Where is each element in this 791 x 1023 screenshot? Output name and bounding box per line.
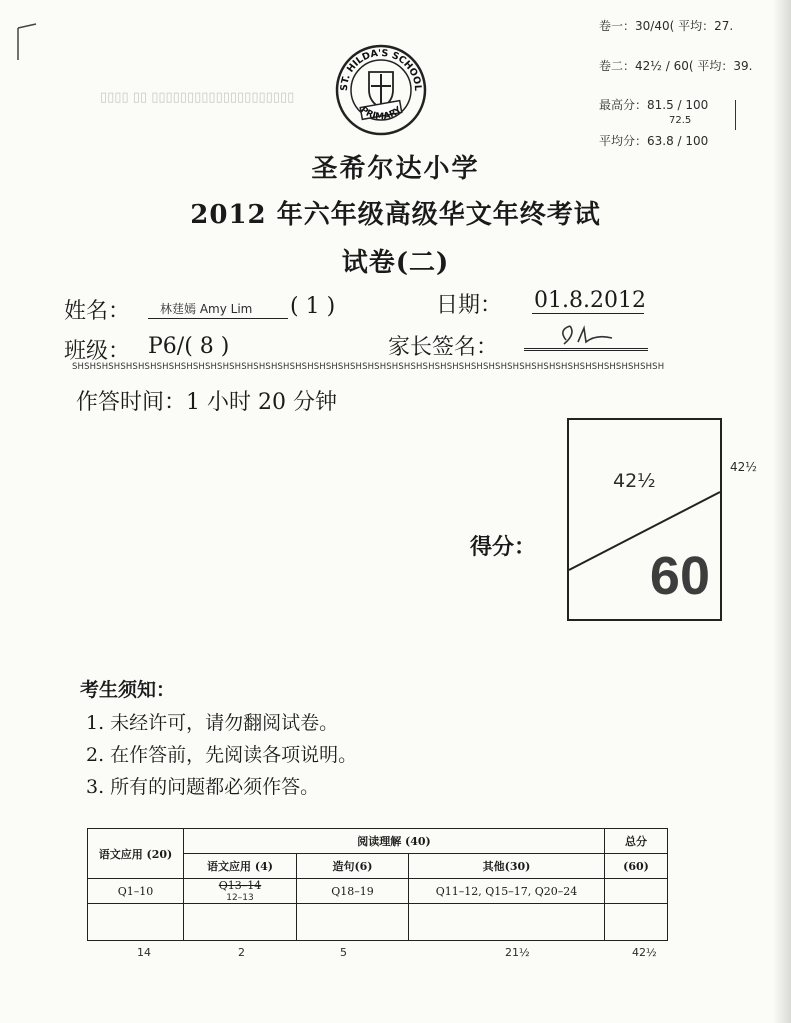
exam-title: 2012 年六年级高级华文年终考试 — [190, 200, 601, 230]
summary-average: 平均分：63.8 / 100 — [599, 134, 709, 148]
mark-other: 21½ — [505, 946, 530, 959]
scan-edge — [773, 0, 791, 1023]
class-value: P6/( 8 ) — [148, 334, 230, 359]
mark-yuwen: 14 — [137, 946, 151, 959]
score-total: 60 — [649, 546, 710, 606]
name-value: 林莛嫣 Amy Lim — [160, 302, 253, 316]
parent-signature-label: 家长签名： — [388, 335, 499, 360]
cell-q4: Q11–12, Q15–17, Q20–24 — [409, 879, 605, 904]
parent-signature-icon — [556, 320, 626, 350]
crest-bottom-text: PRIMARY — [358, 105, 404, 123]
mark-total: 42½ — [632, 946, 657, 959]
class-label: 班级： — [64, 339, 131, 364]
cell-q2-printed: Q13–14 — [218, 878, 262, 892]
sh-separator: SHSHSHSHSHSHSHSHSHSHSHSHSHSHSHSHSHSHSHSHSHSHSHSHSHSHSHSHSHSHSHSHSHSHSHSHSHSHSHSHSHSHSHSHSHSHSHSHSH — [72, 362, 665, 372]
pencil-mark-icon — [12, 22, 42, 62]
score-table — [87, 828, 668, 941]
notice-title: 考生须知： — [80, 679, 176, 701]
notice-item: 3. 所有的问题都必须作答。 — [86, 776, 320, 798]
header-sub-other: 其他(30) — [409, 854, 605, 879]
school-name: 圣希尔达小学 — [311, 154, 480, 184]
crest-top-text: ST. HILDA'S SCHOOL — [338, 47, 424, 92]
notice-item: 2. 在作答前，先阅读各项说明。 — [86, 744, 358, 766]
paper-title: 试卷(二) — [341, 248, 450, 278]
header-total: 总分 — [605, 829, 668, 854]
summary-paper2: 卷二：42½ / 60( 平均：39. — [599, 59, 753, 73]
score-box — [567, 418, 722, 621]
name-label: 姓名： — [64, 299, 131, 324]
index-number: ( 1 ) — [290, 294, 336, 319]
time-allowed: 作答时间：1 小时 20 分钟 — [76, 390, 337, 415]
summary-highest: 最高分：81.5 / 100 — [599, 98, 709, 112]
cell-q2-handwritten: 12–13 — [226, 892, 254, 903]
summary-paper1: 卷一：30/40( 平均：27. — [599, 19, 734, 33]
mark-zaoju: 5 — [340, 946, 347, 959]
cell-q1: Q1–10 — [88, 879, 184, 904]
faint-bleed: ▯▯▯▯ ▯▯ ▯▯▯▯▯▯▯▯▯▯▯▯▯▯▯▯▯▯▯▯ — [100, 90, 295, 105]
score-margin-note: 42½ — [730, 460, 757, 474]
summary-handwritten: 72.5 — [669, 115, 692, 126]
notice-item: 1. 未经许可，请勿翻阅试卷。 — [86, 712, 339, 734]
header-yuwen: 语文应用 (20) — [88, 829, 184, 879]
header-reading: 阅读理解 (40) — [184, 829, 605, 854]
mark-sub-yuwen: 2 — [238, 946, 245, 959]
school-crest-icon — [333, 42, 429, 138]
header-sub-yuwen: 语文应用 (4) — [184, 854, 297, 879]
cell-q2 — [184, 879, 297, 904]
date-value: 01.8.2012 — [534, 288, 646, 313]
score-obtained: 42½ — [613, 470, 656, 492]
cell-q3: Q18–19 — [297, 879, 409, 904]
score-label: 得分： — [470, 534, 537, 560]
header-sub-total: (60) — [605, 854, 668, 879]
header-sub-zaoju: 造句(6) — [297, 854, 409, 879]
date-label: 日期： — [436, 293, 503, 318]
